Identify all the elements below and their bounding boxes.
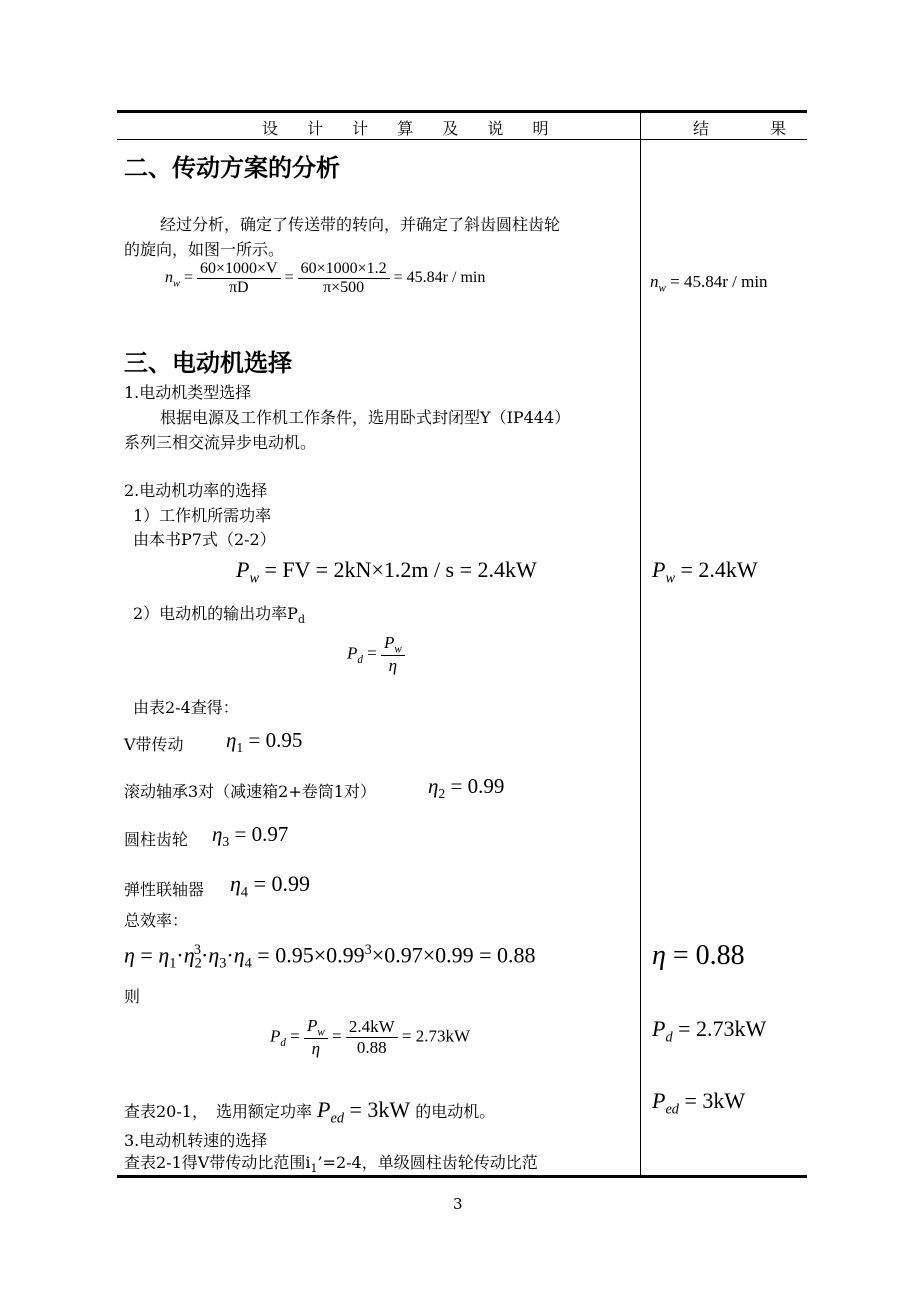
- paragraph-motor-type-1: 根据电源及工作机工作条件，选用卧式封闭型Y（IP444）: [160, 408, 571, 427]
- step-output-power: [133, 604, 305, 626]
- step-output-power-text: 2）电动机的输出功率P: [133, 604, 298, 623]
- fraction-nw-2: [298, 260, 390, 297]
- formula-eta-total: $\eta = \eta_1\cdot\eta_2^3\cdot\eta_3\cdot\eta_4 = 0.95\times 0.99^3\times 0.97\times 0.99 = 0.88$: [124, 942, 536, 972]
- section-title-transmission: 二、传动方案的分析: [124, 153, 340, 182]
- then-label: 则: [124, 987, 141, 1006]
- motor-speed-text-tail: ’=2-4，单级圆柱齿轮传动比范: [317, 1153, 538, 1172]
- fraction-numerator: $P_w$: [381, 633, 405, 656]
- result-value: = 0.88: [672, 940, 745, 971]
- result-pw: $P_w = 2.4kW$: [652, 557, 758, 587]
- fraction-pw-over-eta: [381, 633, 405, 676]
- paragraph-analysis-1: 经过分析，确定了传送带的转向，并确定了斜齿圆柱齿轮: [160, 215, 561, 234]
- fraction-denominator: η: [388, 656, 398, 676]
- formula-eta1: $\eta_1 = 0.95$: [226, 728, 303, 756]
- section-title-motor: 三、电动机选择: [124, 348, 292, 377]
- eta1-label: V带传动: [124, 735, 184, 754]
- fraction-numerator: 60×1000×1.2: [298, 260, 390, 279]
- fraction-numerator: 60×1000×V: [197, 260, 281, 279]
- formula-ped: $P_{ed} = 3kW$: [317, 1097, 411, 1127]
- result-eta: η = 0.88: [652, 940, 745, 971]
- fraction-denominator: π×500: [323, 279, 365, 296]
- formula-value: = 0.99: [450, 774, 505, 798]
- column-divider: [640, 112, 641, 1176]
- motor-speed-line: [124, 1153, 538, 1175]
- subsection-motor-power: 2.电动机功率的选择: [124, 481, 268, 500]
- fraction-denominator: πD: [228, 279, 249, 296]
- subsection-motor-type: 1.电动机类型选择: [124, 383, 252, 402]
- result-value: = 45.84r / min: [670, 272, 768, 291]
- paragraph-analysis-2: 的旋向，如图一所示。: [124, 240, 285, 259]
- fraction-denominator: 0.88: [356, 1038, 387, 1058]
- fraction-nw-1: [197, 260, 281, 297]
- formula-pw: $P_w$ = FV = 2kN×1.2m / s = 2.4kW: [236, 557, 537, 587]
- table-source: 由表2-4查得：: [133, 698, 239, 717]
- formula-value: = 0.95×0.99: [257, 942, 365, 968]
- result-value: = 3kW: [684, 1088, 746, 1113]
- formula-eta4: $\eta_4 = 0.99$: [230, 871, 310, 901]
- subsection-motor-speed: 3.电动机转速的选择: [124, 1131, 268, 1150]
- formula-pd-definition: $P_d$ = $\frac{P_w}{\eta}$: [347, 633, 405, 676]
- header-result: 结 果: [693, 119, 815, 138]
- table-bottom-rule: [117, 1175, 807, 1178]
- step-work-power: 1）工作机所需功率: [133, 506, 272, 525]
- formula-pd: $P_d$ = $\frac{P_w}{\eta}$ = $\frac{2.4kW}{0.88}$ = 2.73kW: [270, 1016, 471, 1059]
- eta3-label: 圆柱齿轮: [124, 830, 189, 849]
- fraction-pw-over-eta: [304, 1016, 328, 1059]
- motor-speed-text: 查表2-1得V带传动比范围i: [124, 1153, 311, 1172]
- table-top-rule: [117, 110, 807, 113]
- result-nw: $n_w = 45.84r / \min$: [650, 272, 768, 295]
- formula-value-tail: ×0.97×0.99 = 0.88: [371, 942, 536, 968]
- formula-value: = 0.95: [248, 728, 303, 752]
- motor-speed-subscript: 1: [310, 1162, 318, 1176]
- step-work-power-source: 由本书P7式（2-2）: [133, 530, 276, 549]
- fraction-pd-values: [346, 1017, 398, 1058]
- result-value: = 2.73kW: [678, 1016, 767, 1041]
- step-output-power-subscript: d: [297, 613, 305, 627]
- fraction-numerator: $P_w$: [304, 1016, 328, 1039]
- page-number: 3: [453, 1195, 463, 1213]
- motor-selection-prefix: 查表20-1， 选用额定功率: [124, 1102, 312, 1121]
- formula-value: = 2.73kW: [401, 1026, 471, 1046]
- formula-value: = 0.97: [234, 822, 289, 846]
- formula-value: = 45.84r / min: [393, 269, 486, 287]
- formula-nw: $n_w$ = $\frac{60\times 1000\times V}{\pi D}$ = $\frac{60\times 1000\times 1.2}{\pi\times 500}$ = 45.84r / min: [165, 260, 486, 296]
- formula-eta3: $\eta_3 = 0.97$: [212, 822, 289, 850]
- total-efficiency-label: 总效率：: [124, 911, 189, 930]
- table-header-rule: [117, 139, 807, 140]
- result-ped: $P_{ed} = 3kW$: [652, 1088, 746, 1118]
- motor-selection-suffix: 的电动机。: [415, 1102, 496, 1121]
- paragraph-motor-type-2: 系列三相交流异步电动机。: [124, 433, 317, 452]
- motor-selection-text: [124, 1097, 495, 1128]
- header-design-calc: 设 计 计 算 及 说 明: [262, 119, 561, 138]
- formula-eta2: $\eta_2 = 0.99$: [428, 774, 505, 802]
- formula-value: = 0.99: [253, 871, 310, 896]
- eta4-label: 弹性联轴器: [124, 880, 205, 899]
- eta2-label: 滚动轴承3对（减速箱2+卷筒1对）: [124, 782, 376, 801]
- formula-value: = FV = 2kN×1.2m / s = 2.4kW: [264, 557, 537, 582]
- result-value: = 2.4kW: [680, 557, 758, 582]
- result-pd: $P_d = 2.73kW$: [652, 1016, 767, 1046]
- fraction-denominator: η: [311, 1039, 321, 1059]
- fraction-numerator: 2.4kW: [346, 1017, 398, 1038]
- formula-value: = 3kW: [349, 1097, 411, 1122]
